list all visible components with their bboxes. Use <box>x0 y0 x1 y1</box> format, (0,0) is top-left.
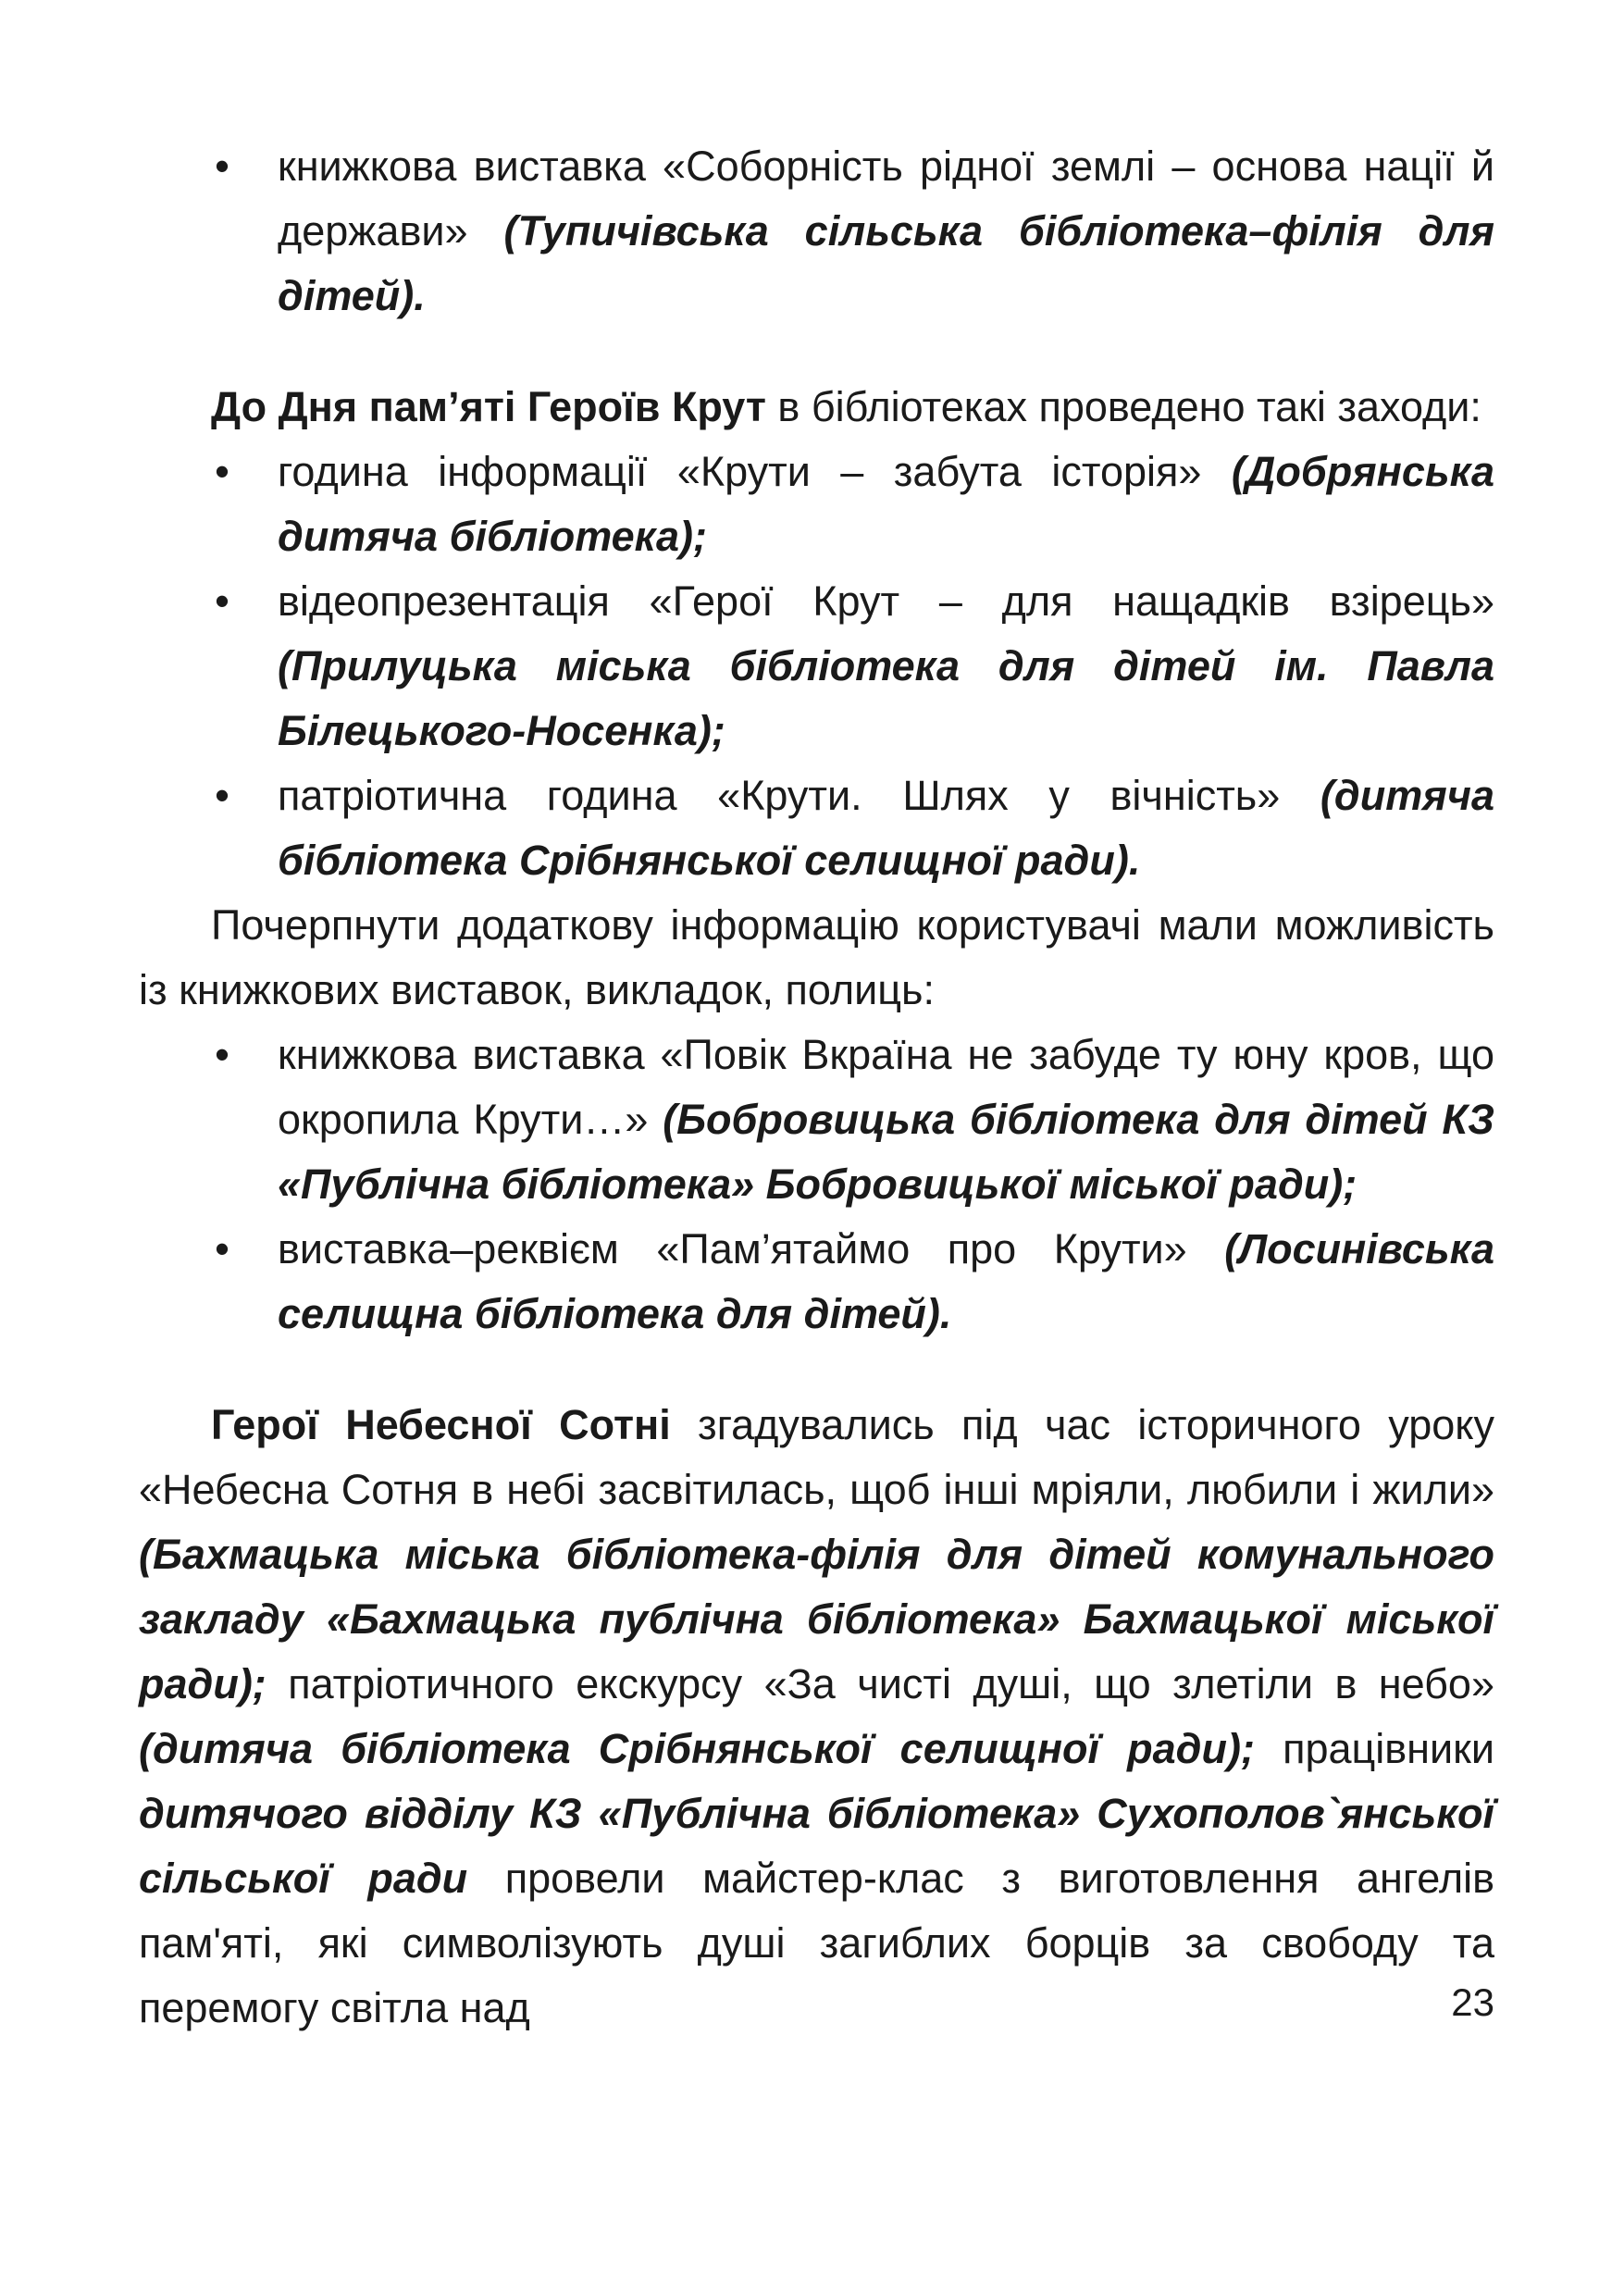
bullet-icon: • <box>215 577 229 625</box>
item-text: відеопрезентація «Герої Крут – для нащадків взірець» <box>278 577 1494 625</box>
bullet-list-1 <box>139 134 1494 329</box>
paragraph-text-4: провели майстер-клас з виготовлення ангелів пам'яті, які символізують душі загиблих борців за свободу та перемогу світла над <box>139 1855 1495 2031</box>
list-item <box>139 440 1494 569</box>
paragraph-source-2: (дитяча бібліотека Срібнянської селищної ради); <box>139 1725 1255 1772</box>
list-item <box>139 763 1494 893</box>
bullet-icon: • <box>215 1031 229 1078</box>
bullet-icon: • <box>215 1225 229 1272</box>
item-source: (Прилуцька міська бібліотека для дітей ім. Павла Білецького-Носенка); <box>278 642 1494 754</box>
heading-rest: в бібліотеках проведено такі заходи: <box>765 383 1481 430</box>
item-source: (Добрянська дитяча бібліотека); <box>278 448 1494 560</box>
list-item <box>139 1217 1494 1347</box>
item-source: (дитяча бібліотека Срібнянської селищної ради). <box>278 772 1494 884</box>
bullet-list-3 <box>139 1023 1494 1347</box>
item-text: година інформації «Крути – забута історія» <box>278 448 1232 495</box>
paragraph-text-3: працівники <box>1254 1725 1494 1772</box>
paragraph-bold-start: Герої Небесної Сотні <box>211 1401 671 1448</box>
bullet-icon: • <box>215 143 229 190</box>
bullet-list-2 <box>139 440 1494 893</box>
paragraph-heavenly-hundred <box>139 1393 1494 2041</box>
item-text: книжкова виставка «Соборність рідної землі – основа нації й держави» <box>278 143 1494 254</box>
item-source: (Бобровицька бібліотека для дітей КЗ «Публічна бібліотека» Бобровицької міської ради); <box>278 1096 1495 1208</box>
paragraph-source-3: дитячого відділу КЗ «Публічна бібліотека» Сухополов`янської сільської ради <box>139 1790 1494 1902</box>
item-text: патріотична година «Крути. Шлях у вічність» <box>278 772 1320 819</box>
page-body <box>139 134 1494 2041</box>
page-number: 23 <box>1451 1980 1494 2024</box>
item-text: виставка–реквієм «Пам’ятаймо про Крути» <box>278 1225 1225 1272</box>
heading-bold: До Дня пам’яті Героїв Крут <box>211 383 766 430</box>
section-heading-kruty <box>139 375 1494 440</box>
list-item <box>139 1023 1494 1217</box>
paragraph-text-1: згадувались під час історичного уроку «Небесна Сотня в небі засвітилась, щоб інші мріяли, любили і жили» <box>139 1401 1494 1513</box>
bullet-icon: • <box>215 772 229 819</box>
item-text: книжкова виставка «Повік Вкраїна не забуде ту юну кров, що окропила Крути…» <box>278 1031 1494 1143</box>
paragraph-extra-info: Почерпнути додаткову інформацію користувачі мали можливість із книжкових виставок, викладок, полиць: <box>139 901 1494 1013</box>
list-item <box>139 134 1494 329</box>
item-source: (Лосинівська селищна бібліотека для дітей). <box>278 1225 1494 1337</box>
list-item <box>139 569 1494 763</box>
paragraph-source-1: (Бахмацька міська бібліотека-філія для дітей комунального закладу «Бахмацька публічна бібліотека» Бахмацької міської ради); <box>139 1531 1494 1707</box>
bullet-icon: • <box>215 448 229 495</box>
paragraph-text-2: патріотичного екскурсу «За чисті душі, що злетіли в небо» <box>266 1660 1494 1707</box>
item-source: (Тупичівська сільська бібліотека–філія для дітей). <box>278 207 1494 319</box>
